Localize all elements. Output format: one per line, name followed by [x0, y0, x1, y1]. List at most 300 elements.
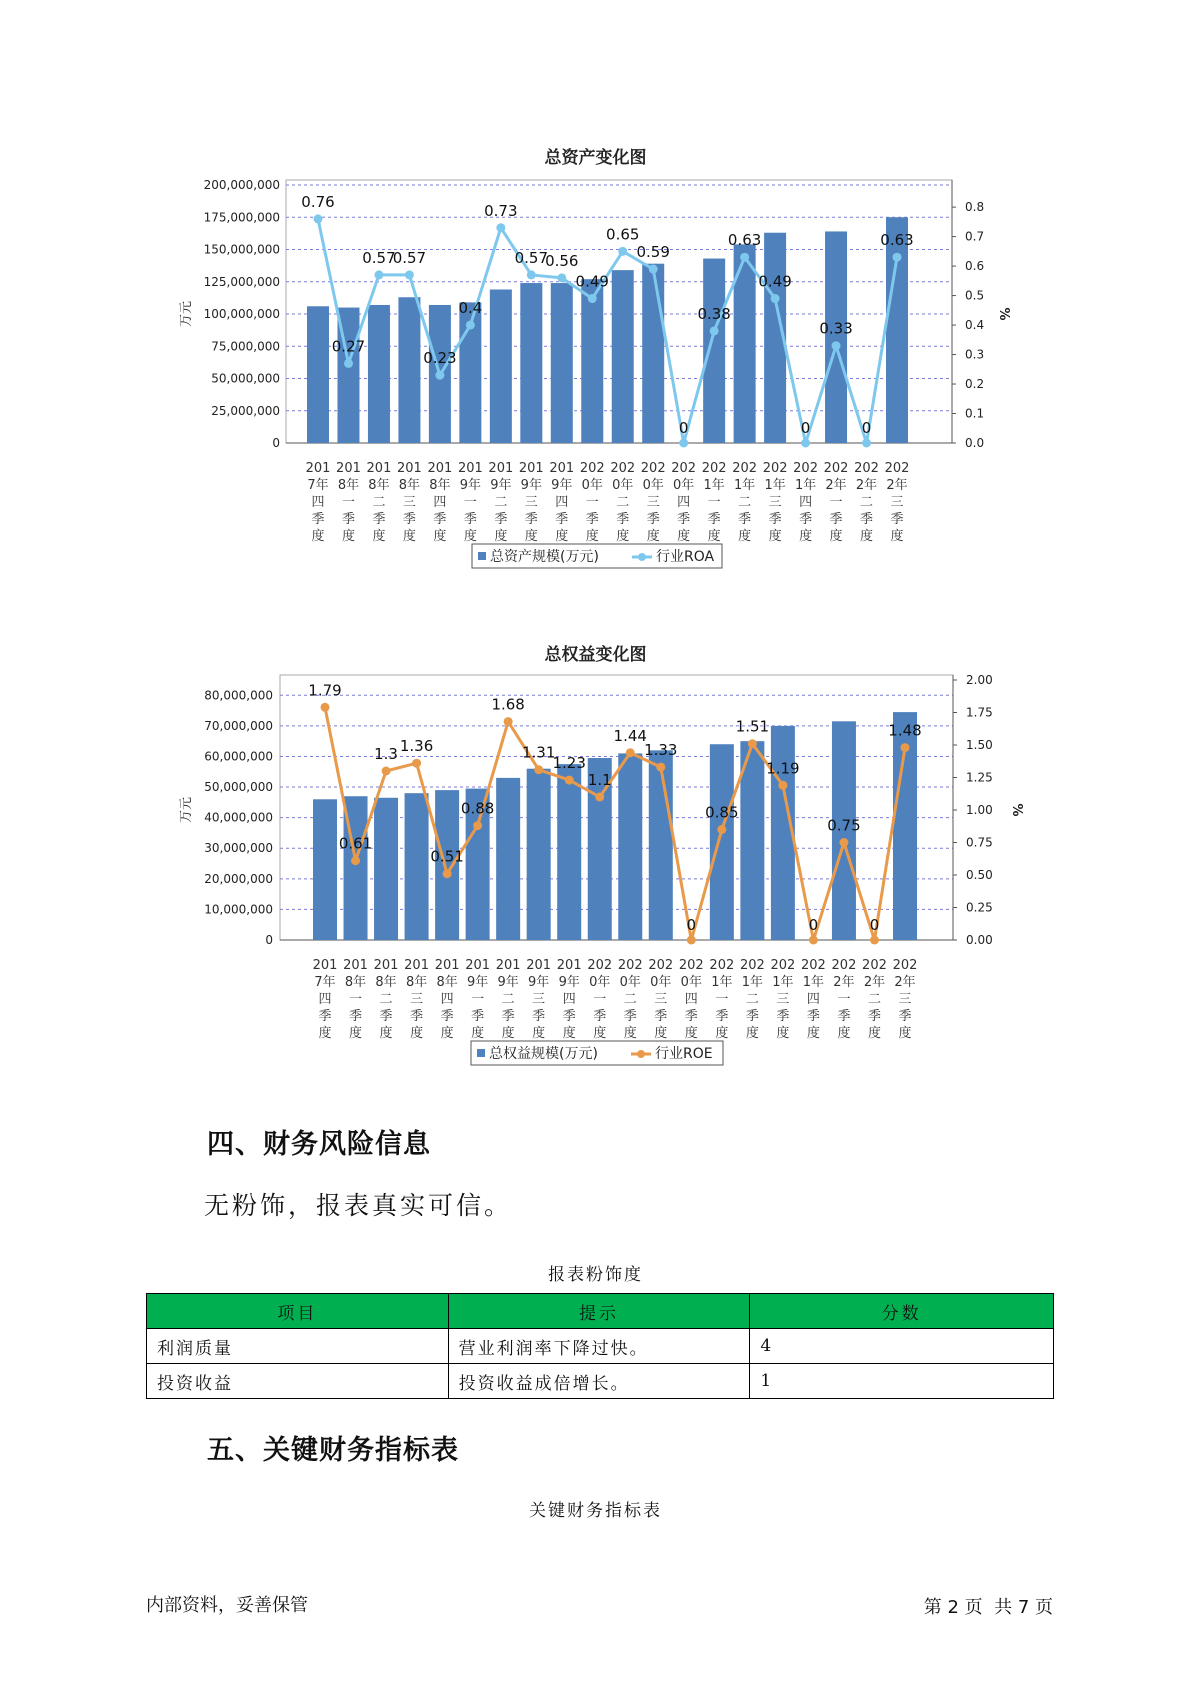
data-label: 0.33 — [819, 319, 853, 338]
x-tick-label: 季 — [860, 512, 874, 527]
right-axis-tick-label: 1.75 — [966, 705, 993, 720]
column-header: 项目 — [147, 1294, 449, 1329]
line-point — [809, 936, 818, 945]
x-tick-label: 8年 — [368, 478, 390, 493]
right-axis-tick-label: 0.4 — [965, 318, 985, 333]
x-tick-label: 0年 — [581, 478, 603, 493]
table-cell: 4 — [750, 1329, 1054, 1364]
data-label: 0.49 — [758, 272, 792, 291]
x-tick-label: 度 — [372, 529, 386, 544]
x-tick-label: 三 — [410, 992, 424, 1007]
left-axis-tick-label: 175,000,000 — [203, 210, 280, 225]
legend-bar-label: 总资产规模(万元) — [490, 549, 599, 565]
data-label: 0 — [861, 419, 872, 437]
right-axis-tick-label: 0.25 — [966, 900, 993, 915]
x-tick-label: 度 — [532, 1026, 546, 1041]
data-label: 1.48 — [888, 721, 922, 740]
x-tick-label: 度 — [776, 1026, 790, 1041]
legend-line-marker — [637, 1050, 645, 1058]
x-tick-label: 三 — [768, 495, 782, 510]
x-tick-label: 2年 — [894, 975, 916, 990]
x-tick-label: 202 — [701, 461, 727, 476]
x-tick-label: 0年 — [650, 975, 672, 990]
table-cell: 利润质量 — [147, 1329, 449, 1364]
x-tick-label: 201 — [465, 958, 491, 973]
x-tick-label: 季 — [501, 1009, 515, 1024]
x-tick-label: 季 — [402, 512, 416, 527]
data-label: 1.79 — [308, 681, 342, 700]
x-tick-label: 四 — [684, 992, 698, 1007]
x-tick-label: 201 — [343, 958, 368, 973]
x-tick-label: 度 — [379, 1026, 393, 1041]
x-tick-label: 8年 — [344, 975, 367, 990]
x-tick-label: 1年 — [741, 975, 764, 990]
x-tick-label: 一 — [585, 495, 599, 510]
x-tick-label: 四 — [677, 495, 691, 510]
data-label: 1.31 — [521, 743, 556, 762]
x-tick-label: 季 — [684, 1009, 698, 1024]
x-tick-label: 度 — [494, 529, 508, 544]
right-axis-tick-label: 0.0 — [965, 436, 985, 450]
x-tick-label: 201 — [336, 461, 361, 476]
data-label: 0 — [686, 916, 697, 934]
x-tick-label: 2年 — [833, 975, 855, 990]
x-tick-label: 一 — [593, 992, 607, 1007]
x-tick-label: 四 — [311, 495, 325, 510]
x-tick-label: 1年 — [772, 975, 794, 990]
x-tick-label: 度 — [806, 1026, 820, 1041]
x-tick-label: 三 — [890, 495, 904, 510]
x-tick-label: 0年 — [589, 975, 611, 990]
x-tick-label: 度 — [738, 529, 752, 544]
x-tick-label: 202 — [762, 461, 788, 476]
x-tick-label: 1年 — [733, 478, 756, 493]
x-tick-label: 二 — [867, 992, 881, 1007]
x-tick-label: 季 — [379, 1009, 393, 1024]
data-label: 0 — [800, 419, 811, 437]
left-axis-tick-label: 20,000,000 — [204, 871, 273, 886]
data-label: 1.3 — [374, 745, 398, 763]
line-point — [443, 869, 452, 878]
x-tick-label: 二 — [860, 495, 874, 510]
x-tick-label: 202 — [793, 461, 818, 476]
x-tick-label: 二 — [623, 992, 637, 1007]
right-axis-title: % — [996, 307, 1011, 321]
data-label: 0.4 — [458, 299, 483, 318]
x-tick-label: 7年 — [307, 478, 329, 493]
x-tick-label: 8年 — [375, 975, 397, 990]
x-tick-label: 度 — [715, 1026, 729, 1041]
column-header: 分数 — [750, 1294, 1054, 1329]
data-label: 0.85 — [705, 803, 739, 822]
line-point — [382, 767, 391, 776]
right-axis-tick-label: 0.3 — [965, 347, 985, 362]
financial-risk-text: 无粉饰，报表真实可信。 — [204, 1191, 513, 1220]
table-cell: 1 — [750, 1364, 1054, 1399]
data-label: 0.88 — [460, 799, 495, 818]
x-tick-label: 202 — [610, 461, 636, 476]
x-tick-label: 季 — [593, 1009, 607, 1024]
line-point — [626, 748, 635, 757]
right-axis-tick-label: 0.00 — [966, 933, 993, 947]
left-axis-tick-label: 60,000,000 — [204, 749, 273, 764]
x-tick-label: 度 — [410, 1026, 424, 1041]
x-tick-label: 季 — [532, 1009, 546, 1024]
x-tick-label: 二 — [738, 495, 752, 510]
x-tick-label: 三 — [402, 495, 416, 510]
x-tick-label: 季 — [898, 1009, 912, 1024]
x-tick-label: 202 — [579, 461, 605, 476]
x-tick-label: 201 — [312, 958, 338, 973]
x-tick-label: 8年 — [405, 975, 428, 990]
bar — [374, 798, 398, 940]
x-tick-label: 202 — [892, 958, 918, 973]
x-tick-label: 201 — [549, 461, 575, 476]
x-tick-label: 0年 — [642, 478, 664, 493]
x-tick-label: 度 — [524, 529, 538, 544]
line-point — [870, 936, 879, 945]
left-axis-title: 万元 — [179, 300, 194, 328]
line-point — [687, 936, 696, 945]
x-tick-label: 度 — [593, 1026, 607, 1041]
x-tick-label: 季 — [890, 512, 904, 527]
x-tick-label: 0年 — [619, 975, 641, 990]
x-tick-label: 三 — [654, 992, 668, 1007]
x-tick-label: 三 — [532, 992, 546, 1007]
line-point — [534, 765, 543, 774]
data-label: 1.19 — [766, 759, 800, 778]
data-label: 1.36 — [399, 737, 434, 756]
x-tick-label: 度 — [707, 529, 721, 544]
line-point — [901, 743, 910, 752]
table-caption-key-indicators: 关键财务指标表 — [529, 1501, 662, 1521]
left-axis-tick-label: 50,000,000 — [204, 780, 273, 795]
x-tick-label: 二 — [494, 495, 508, 510]
data-label: 0.61 — [338, 834, 373, 853]
x-tick-label: 202 — [709, 958, 735, 973]
x-tick-label: 9年 — [466, 975, 489, 990]
data-label: 0.76 — [301, 192, 335, 211]
data-label: 1.33 — [644, 741, 678, 760]
line-point — [565, 776, 574, 785]
data-label: 0.56 — [545, 251, 579, 270]
chart-title-total-assets: 总资产变化图 — [544, 148, 647, 168]
right-axis-tick-label: 0.75 — [966, 835, 993, 850]
x-tick-label: 季 — [646, 512, 660, 527]
right-axis-tick-label: 1.25 — [966, 770, 993, 785]
x-tick-label: 度 — [829, 529, 843, 544]
data-label: 0.65 — [606, 225, 640, 244]
x-tick-label: 四 — [318, 992, 332, 1007]
left-axis-title: 万元 — [179, 796, 194, 824]
x-tick-label: 季 — [524, 512, 538, 527]
left-axis-tick-label: 40,000,000 — [204, 810, 273, 825]
x-tick-label: 202 — [739, 958, 765, 973]
x-tick-label: 202 — [732, 461, 758, 476]
bar — [710, 744, 734, 940]
x-tick-label: 季 — [799, 512, 813, 527]
x-tick-label: 202 — [640, 461, 666, 476]
x-tick-label: 季 — [410, 1009, 424, 1024]
line-point — [473, 821, 482, 830]
x-tick-label: 202 — [587, 958, 613, 973]
line-point — [504, 717, 513, 726]
x-tick-label: 8年 — [429, 478, 451, 493]
x-tick-label: 7年 — [314, 975, 336, 990]
x-tick-label: 201 — [305, 461, 331, 476]
x-tick-label: 8年 — [398, 478, 421, 493]
x-tick-label: 季 — [311, 512, 325, 527]
x-tick-label: 二 — [379, 992, 393, 1007]
x-tick-label: 2年 — [825, 478, 847, 493]
x-tick-label: 201 — [457, 461, 483, 476]
x-tick-label: 度 — [311, 529, 325, 544]
left-axis-tick-label: 125,000,000 — [203, 274, 280, 289]
right-axis-tick-label: 1.00 — [966, 803, 993, 817]
x-tick-label: 季 — [768, 512, 782, 527]
x-tick-label: 季 — [471, 1009, 485, 1024]
x-tick-label: 0年 — [680, 975, 702, 990]
x-tick-label: 季 — [372, 512, 386, 527]
x-tick-label: 四 — [433, 495, 447, 510]
line-point — [748, 739, 757, 748]
line-point — [778, 781, 787, 790]
x-tick-label: 一 — [471, 992, 485, 1007]
x-tick-label: 度 — [341, 529, 355, 544]
data-label: 0.63 — [880, 231, 914, 250]
data-label: 0.38 — [697, 304, 731, 323]
x-tick-label: 四 — [806, 992, 820, 1007]
x-tick-label: 一 — [829, 495, 843, 510]
data-label: 0.59 — [636, 243, 670, 262]
x-tick-label: 201 — [495, 958, 521, 973]
x-tick-label: 度 — [471, 1026, 485, 1041]
right-axis-tick-label: 0.8 — [965, 200, 985, 215]
line-point — [656, 763, 665, 772]
bar — [649, 750, 673, 940]
x-tick-label: 季 — [623, 1009, 637, 1024]
line-point — [351, 856, 360, 865]
right-axis-tick-label: 1.50 — [966, 738, 993, 752]
data-label: 0 — [808, 916, 819, 934]
x-tick-label: 0年 — [612, 478, 634, 493]
x-tick-label: 202 — [678, 958, 704, 973]
right-axis-title: % — [1009, 803, 1024, 817]
x-tick-label: 201 — [518, 461, 544, 476]
x-tick-label: 8年 — [337, 478, 360, 493]
left-axis-tick-label: 10,000,000 — [204, 902, 273, 917]
right-axis-tick-label: 0.2 — [965, 377, 985, 392]
whitewash-table — [146, 1293, 1054, 1399]
table-header-row — [147, 1294, 1054, 1329]
x-tick-label: 四 — [440, 992, 454, 1007]
x-tick-label: 201 — [427, 461, 453, 476]
x-tick-label: 二 — [372, 495, 386, 510]
line-point — [717, 825, 726, 834]
x-tick-label: 季 — [745, 1009, 759, 1024]
x-tick-label: 201 — [397, 461, 422, 476]
x-tick-label: 度 — [562, 1026, 576, 1041]
x-tick-label: 季 — [349, 1009, 363, 1024]
x-tick-label: 度 — [501, 1026, 515, 1041]
left-axis-tick-label: 0 — [265, 933, 273, 947]
x-tick-label: 8年 — [436, 975, 458, 990]
x-tick-label: 度 — [654, 1026, 668, 1041]
bar — [405, 793, 429, 940]
bar — [527, 769, 551, 940]
legend-line-label: 行业ROE — [655, 1046, 713, 1062]
x-tick-label: 度 — [799, 529, 813, 544]
table-cell: 投资收益成倍增长。 — [448, 1364, 750, 1399]
x-tick-label: 202 — [854, 461, 879, 476]
column-header: 提示 — [448, 1294, 750, 1329]
x-tick-label: 度 — [646, 529, 660, 544]
x-tick-label: 季 — [677, 512, 691, 527]
x-tick-label: 季 — [715, 1009, 729, 1024]
x-tick-label: 度 — [349, 1026, 363, 1041]
x-tick-label: 9年 — [490, 478, 512, 493]
x-tick-label: 9年 — [551, 478, 573, 493]
x-tick-label: 2年 — [886, 478, 908, 493]
x-tick-label: 202 — [671, 461, 697, 476]
x-tick-label: 度 — [745, 1026, 759, 1041]
x-tick-label: 201 — [373, 958, 399, 973]
left-axis-tick-label: 200,000,000 — [203, 178, 280, 192]
x-tick-label: 一 — [349, 992, 363, 1007]
line-point — [412, 759, 421, 768]
x-tick-label: 201 — [404, 958, 429, 973]
left-axis-tick-label: 30,000,000 — [204, 841, 273, 856]
x-tick-label: 度 — [402, 529, 416, 544]
x-tick-label: 202 — [862, 958, 887, 973]
right-axis-tick-label: 0.5 — [965, 288, 985, 303]
data-label: 1.1 — [587, 771, 612, 789]
line-point — [321, 703, 330, 712]
left-axis-tick-label: 70,000,000 — [204, 718, 273, 733]
right-axis-tick-label: 0.1 — [965, 406, 985, 421]
x-tick-label: 季 — [494, 512, 508, 527]
data-label: 0.57 — [362, 248, 396, 267]
x-tick-label: 一 — [715, 992, 729, 1007]
x-tick-label: 202 — [831, 958, 857, 973]
x-tick-label: 季 — [440, 1009, 454, 1024]
data-label: 1.23 — [552, 754, 586, 773]
x-tick-label: 季 — [341, 512, 355, 527]
x-tick-label: 度 — [318, 1026, 332, 1041]
x-tick-label: 季 — [555, 512, 569, 527]
left-axis-tick-label: 75,000,000 — [211, 339, 280, 354]
x-tick-label: 201 — [366, 461, 392, 476]
left-axis-tick-label: 0 — [272, 436, 280, 450]
x-tick-label: 度 — [555, 529, 569, 544]
x-tick-label: 201 — [434, 958, 460, 973]
x-tick-label: 度 — [768, 529, 782, 544]
table-row — [147, 1329, 1054, 1364]
data-label: 1.51 — [735, 717, 770, 736]
x-tick-label: 季 — [463, 512, 477, 527]
x-tick-label: 四 — [562, 992, 576, 1007]
line-point — [839, 838, 848, 847]
x-tick-label: 1年 — [794, 478, 817, 493]
x-tick-label: 季 — [806, 1009, 820, 1024]
data-label: 0.51 — [430, 847, 464, 866]
x-tick-label: 度 — [867, 1026, 881, 1041]
right-axis-tick-label: 0.6 — [965, 259, 985, 274]
x-tick-label: 季 — [837, 1009, 851, 1024]
x-tick-label: 度 — [463, 529, 477, 544]
x-tick-label: 一 — [463, 495, 477, 510]
x-tick-label: 三 — [524, 495, 538, 510]
x-tick-label: 度 — [585, 529, 599, 544]
chart-title-total-equity: 总权益变化图 — [544, 645, 647, 665]
data-label: 0.49 — [575, 272, 609, 291]
legend-bar-swatch — [477, 1049, 485, 1057]
data-label: 0 — [869, 916, 880, 934]
x-tick-label: 2年 — [855, 478, 878, 493]
x-tick-label: 四 — [555, 495, 569, 510]
x-tick-label: 202 — [617, 958, 643, 973]
data-label: 0.57 — [514, 248, 549, 267]
right-axis-tick-label: 0.50 — [966, 868, 993, 882]
x-tick-label: 度 — [616, 529, 630, 544]
x-tick-label: 度 — [623, 1026, 637, 1041]
x-tick-label: 1年 — [703, 478, 725, 493]
footer-page-number: 第 2 页 共 7 页 — [923, 1597, 1053, 1618]
x-tick-label: 0年 — [673, 478, 695, 493]
x-tick-label: 度 — [890, 529, 904, 544]
bar — [313, 799, 337, 940]
x-tick-label: 二 — [745, 992, 759, 1007]
x-tick-label: 季 — [829, 512, 843, 527]
x-tick-label: 度 — [860, 529, 874, 544]
x-tick-label: 二 — [616, 495, 630, 510]
data-label: 0 — [678, 419, 689, 437]
x-tick-label: 季 — [433, 512, 447, 527]
x-tick-label: 1年 — [802, 975, 825, 990]
x-tick-label: 季 — [585, 512, 599, 527]
x-tick-label: 9年 — [459, 478, 482, 493]
x-tick-label: 季 — [318, 1009, 332, 1024]
x-tick-label: 1年 — [764, 478, 786, 493]
bar — [618, 753, 642, 940]
bar — [496, 778, 520, 940]
x-tick-label: 季 — [707, 512, 721, 527]
left-axis-tick-label: 25,000,000 — [211, 403, 280, 418]
x-tick-label: 202 — [648, 958, 674, 973]
table-cell: 营业利润率下降过快。 — [448, 1329, 750, 1364]
data-label: 0.27 — [331, 337, 366, 356]
left-axis-tick-label: 80,000,000 — [204, 688, 273, 703]
x-tick-label: 三 — [776, 992, 790, 1007]
x-tick-label: 201 — [488, 461, 514, 476]
x-tick-label: 202 — [770, 958, 796, 973]
x-tick-label: 度 — [677, 529, 691, 544]
x-tick-label: 202 — [801, 958, 826, 973]
x-tick-label: 三 — [646, 495, 660, 510]
x-tick-label: 一 — [341, 495, 355, 510]
table-row — [147, 1364, 1054, 1399]
legend-bar-label: 总权益规模(万元) — [489, 1046, 598, 1062]
x-tick-label: 202 — [884, 461, 910, 476]
x-tick-label: 四 — [799, 495, 813, 510]
left-axis-tick-label: 150,000,000 — [203, 242, 280, 257]
x-tick-label: 度 — [898, 1026, 912, 1041]
x-tick-label: 三 — [898, 992, 912, 1007]
x-tick-label: 201 — [556, 958, 582, 973]
x-tick-label: 季 — [738, 512, 752, 527]
legend-line-label: 行业ROA — [656, 549, 715, 565]
x-tick-label: 一 — [707, 495, 721, 510]
